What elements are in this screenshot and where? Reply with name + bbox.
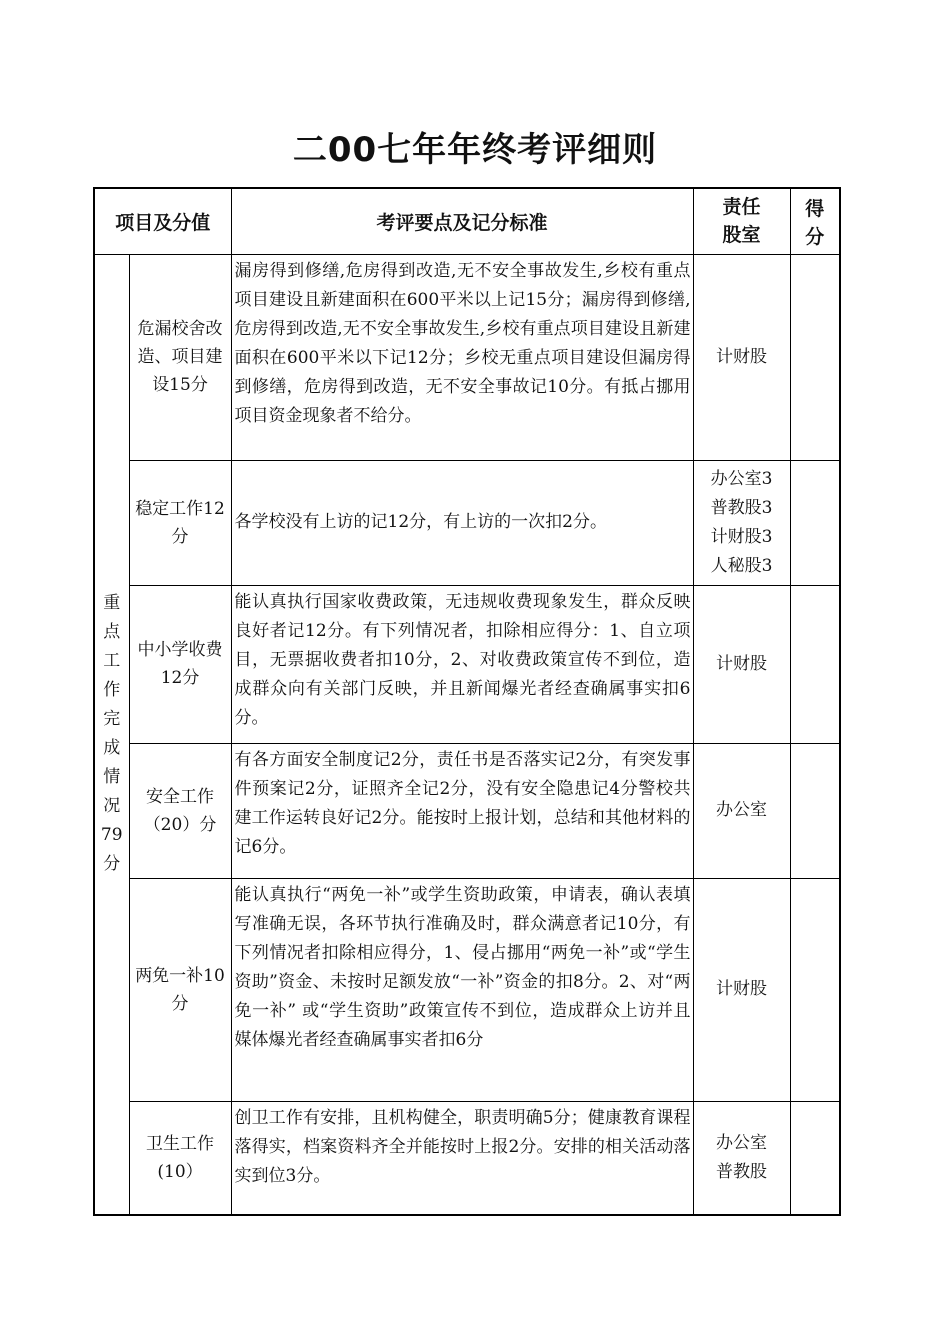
- header-dept: [693, 188, 790, 254]
- score-cell: [790, 254, 840, 460]
- header-score-line1: 得: [805, 198, 825, 220]
- item-cell: 两免一补10分: [129, 878, 231, 1101]
- dept-cell: [693, 1101, 790, 1215]
- category-char: 情: [103, 767, 121, 788]
- header-score: [790, 188, 840, 254]
- evaluation-table: [93, 187, 841, 1216]
- criteria-cell: 能认真执行国家收费政策，无违规收费现象发生，群众反映良好者记12分。有下列情况者，扣除相应得分：1、自立项目，无票据收费者扣10分，2、对收费政策宣传不到位，造成群众向有关部门反映，并且新闻爆光者经查确属事实扣6分。: [231, 585, 693, 743]
- table-row: [94, 585, 840, 743]
- header-criteria: 考评要点及记分标准: [231, 188, 693, 254]
- criteria-cell: 有各方面安全制度记2分，责任书是否落实记2分，有突发事件预案记2分，证照齐全记2分，没有安全隐患记4分警校共建工作运转良好记2分。能按时上报计划，总结和其他材料的记6分。: [231, 743, 693, 878]
- dept-name: 普教股: [716, 1161, 768, 1182]
- table-row: [94, 878, 840, 1101]
- table-row: [94, 1101, 840, 1215]
- header-item: 项目及分值: [94, 188, 231, 254]
- dept-name: 计财股: [716, 346, 768, 367]
- score-cell: [790, 585, 840, 743]
- category-char: 点: [103, 622, 121, 643]
- category-char: 作: [103, 680, 121, 701]
- criteria-cell: 各学校没有上访的记12分，有上访的一次扣2分。: [231, 460, 693, 585]
- dept-cell: [693, 878, 790, 1101]
- dept-name: 计财股: [716, 653, 768, 674]
- item-cell: 中小学收费12分: [129, 585, 231, 743]
- dept-cell: [693, 585, 790, 743]
- dept-name: 普教股3: [710, 497, 773, 518]
- category-cell: [94, 254, 129, 1215]
- dept-cell: [693, 460, 790, 585]
- category-char: 分: [103, 854, 121, 875]
- category-char: 况: [103, 796, 121, 817]
- dept-name: 办公室: [716, 800, 768, 820]
- score-cell: [790, 878, 840, 1101]
- score-cell: [790, 1101, 840, 1215]
- score-cell: [790, 743, 840, 878]
- document-title: 二00七年年终考评细则: [292, 130, 658, 170]
- criteria-cell: 创卫工作有安排，且机构健全，职责明确5分；健康教育课程落得实，档案资料齐全并能按时上报2分。安排的相关活动落实到位3分。: [231, 1101, 693, 1215]
- category-char: 重: [103, 593, 121, 614]
- table-row: [94, 254, 840, 460]
- header-score-line2: 分: [805, 226, 825, 248]
- score-cell: [790, 460, 840, 585]
- dept-name: 办公室: [716, 1132, 768, 1153]
- header-dept-line2: 股室: [722, 224, 761, 247]
- header-dept-line1: 责任: [722, 196, 761, 219]
- item-cell: 安全工作（20）分: [129, 743, 231, 878]
- item-cell: 危漏校舍改造、项目建设15分: [129, 254, 231, 460]
- dept-cell: [693, 743, 790, 878]
- dept-name: 人秘股3: [710, 555, 773, 576]
- table-row: [94, 460, 840, 585]
- item-cell: 卫生工作(10）: [129, 1101, 231, 1215]
- category-char: 工: [103, 651, 121, 672]
- table-row: [94, 743, 840, 878]
- criteria-cell: 能认真执行“两免一补”或学生资助政策，申请表，确认表填写准确无误，各环节执行准确及时，群众满意者记10分，有下列情况者扣除相应得分，1、侵占挪用“两免一补”或“学生资助”资金、未按时足额发放“一补”资金的扣8分。2、对“两免一补” 或“学生资助”政策宣传不到位，造成群众上访并且媒体爆光者经查确属事实者扣6分: [231, 878, 693, 1101]
- category-char: 完: [103, 709, 121, 730]
- criteria-cell: 漏房得到修缮,危房得到改造,无不安全事故发生,乡校有重点项目建设且新建面积在600平米以上记15分；漏房得到修缮,危房得到改造,无不安全事故发生,乡校有重点项目建设且新建面积在600平米以下记12分；乡校无重点项目建设但漏房得到修缮，危房得到改造，无不安全事故记10分。有抵占挪用项目资金现象者不给分。: [231, 254, 693, 460]
- item-cell: 稳定工作12分: [129, 460, 231, 585]
- category-char: 成: [103, 738, 121, 759]
- dept-name: 办公室3: [710, 468, 773, 489]
- dept-name: 计财股3: [710, 526, 773, 547]
- dept-name: 计财股: [716, 979, 768, 999]
- category-char: 79: [100, 825, 123, 846]
- dept-cell: [693, 254, 790, 460]
- header-row: [94, 188, 840, 254]
